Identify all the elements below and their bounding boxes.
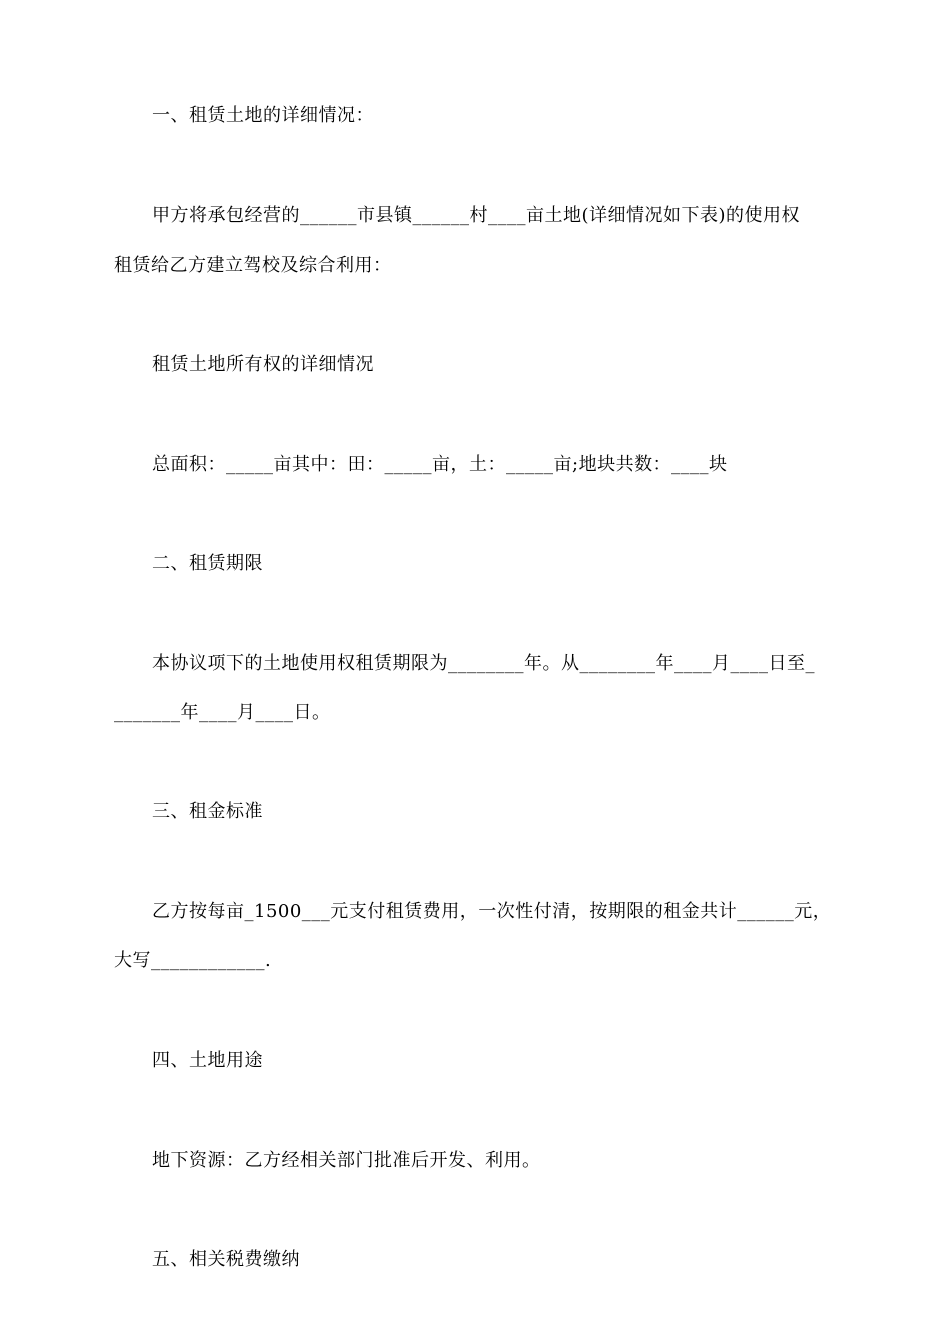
section2-paragraph-line2: _______年____月____日。 <box>114 702 331 723</box>
section4-paragraph-line1: 地下资源：乙方经相关部门批准后开发、利用。 <box>152 1150 541 1171</box>
section2-paragraph-line1: 本协议项下的土地使用权租赁期限为________年。从________年____月____日至_ <box>152 653 815 674</box>
section3-paragraph-line1: 乙方按每亩_1500___元支付租赁费用，一次性付清，按期限的租金共计______元， <box>152 901 832 922</box>
section2-heading: 二、租赁期限 <box>152 553 263 574</box>
section4-heading: 四、土地用途 <box>152 1050 263 1071</box>
section5-heading: 五、相关税费缴纳 <box>152 1249 300 1270</box>
section1-paragraph-line1: 甲方将承包经营的______市县镇______村____亩土地(详细情况如下表)的使用权 <box>152 205 801 226</box>
section1-heading: 一、租赁土地的详细情况： <box>152 105 374 126</box>
land-ownership-title: 租赁土地所有权的详细情况 <box>152 354 374 375</box>
section3-paragraph-line2: 大写____________. <box>114 950 272 971</box>
area-line: 总面积：_____亩其中：田：_____亩，土：_____亩;地块共数：____块 <box>152 454 728 475</box>
section1-paragraph-line2: 租赁给乙方建立驾校及综合利用： <box>114 255 392 276</box>
section3-heading: 三、租金标准 <box>152 801 263 822</box>
